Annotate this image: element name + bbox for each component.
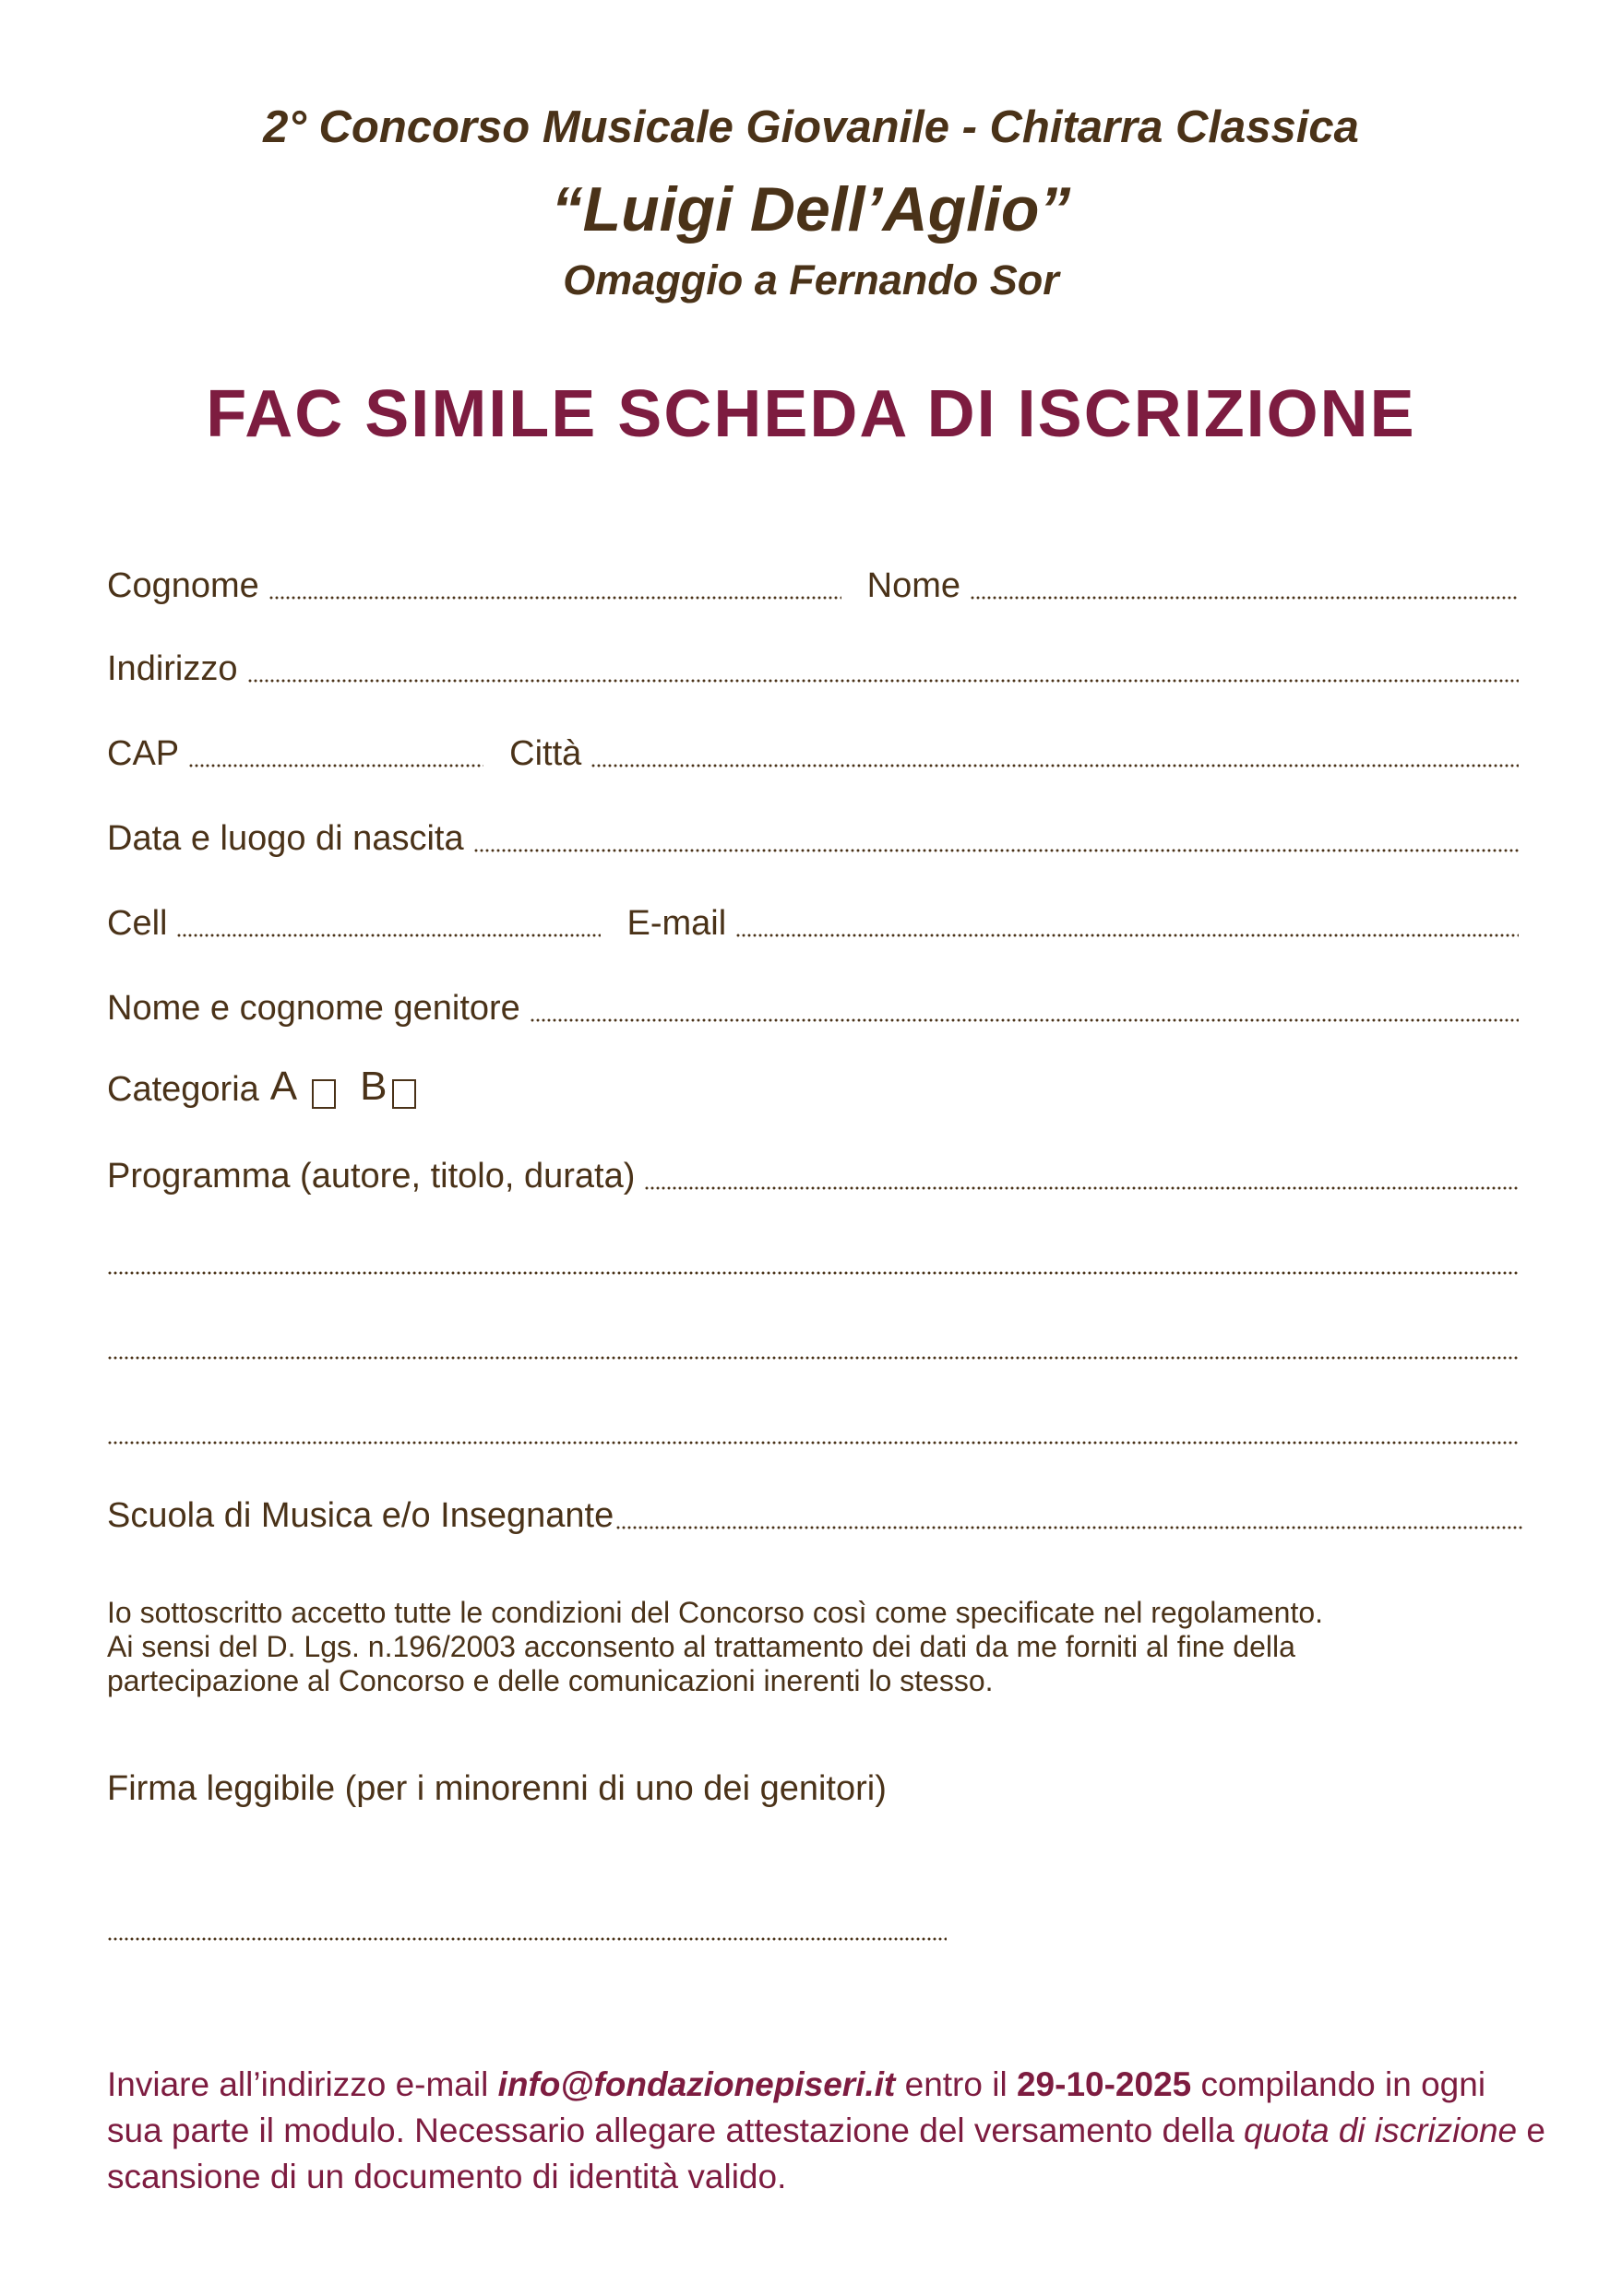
cell-label: Cell	[107, 904, 168, 943]
row-indirizzo	[107, 642, 1519, 688]
programma-line-4	[107, 1404, 1519, 1450]
indirizzo-field[interactable]	[247, 679, 1520, 683]
row-cognome-nome	[107, 559, 1519, 605]
consent-line-3: partecipazione al Concorso e delle comunicazioni inerenti lo stesso.	[107, 1664, 994, 1697]
submission-instructions	[107, 2062, 1546, 2200]
programma-label: Programma (autore, titolo, durata)	[107, 1157, 636, 1196]
genitore-field[interactable]	[530, 1018, 1519, 1022]
cognome-field[interactable]	[268, 596, 841, 600]
programma-field[interactable]	[644, 1186, 1519, 1190]
row-cell-email	[107, 897, 1519, 943]
row-programma	[107, 1149, 1519, 1196]
signature-label: Firma leggibile (per i minorenni di uno dei genitori)	[107, 1769, 887, 1808]
nascita-field[interactable]	[473, 849, 1519, 852]
email-label: E-mail	[626, 904, 727, 943]
row-nascita	[107, 812, 1519, 858]
nome-field[interactable]	[970, 596, 1519, 600]
indirizzo-label: Indirizzo	[107, 649, 238, 688]
programma-line-3	[107, 1319, 1519, 1365]
deadline-date: 29-10-2025	[1016, 2065, 1192, 2103]
form-title: FAC SIMILE SCHEDA DI ISCRIZIONE	[206, 377, 1416, 451]
scuola-field[interactable]	[615, 1526, 1522, 1529]
row-cap-citta	[107, 727, 1519, 773]
programma-field-2[interactable]	[107, 1271, 1519, 1275]
citta-label: Città	[509, 734, 582, 773]
row-genitore	[107, 981, 1519, 1028]
contest-name: “Luigi Dell’Aglio”	[551, 174, 1071, 244]
contest-subtitle: Omaggio a Fernando Sor	[563, 256, 1059, 303]
categoria-a-label: A	[269, 1064, 298, 1109]
cell-field[interactable]	[176, 934, 601, 937]
programma-field-3[interactable]	[107, 1356, 1519, 1360]
email-field[interactable]	[735, 934, 1519, 937]
categoria-label: Categoria	[107, 1070, 259, 1109]
nome-label: Nome	[866, 566, 960, 605]
nascita-label: Data e luogo di nascita	[107, 819, 464, 858]
categoria-b-label: B	[360, 1064, 388, 1109]
categoria-b-checkbox[interactable]	[392, 1079, 416, 1109]
scuola-label: Scuola di Musica e/o Insegnante	[107, 1496, 614, 1535]
programma-field-4[interactable]	[107, 1441, 1519, 1445]
citta-field[interactable]	[590, 764, 1519, 767]
categoria-a-checkbox[interactable]	[312, 1079, 336, 1109]
consent-line-2: Ai sensi del D. Lgs. n.196/2003 acconsento al trattamento dei dati da me forniti al fine della	[107, 1630, 1295, 1663]
programma-line-2	[107, 1234, 1519, 1280]
contact-email-link[interactable]: info@fondazionepiseri.it	[497, 2065, 896, 2103]
cap-field[interactable]	[188, 764, 483, 767]
cognome-label: Cognome	[107, 566, 259, 605]
consent-text	[107, 1596, 1546, 1698]
row-categoria	[107, 1063, 1519, 1109]
footer-text-4: e scansione di un documento di identità valido.	[107, 2112, 1545, 2195]
quota-text: quota di iscrizione	[1243, 2112, 1518, 2149]
contest-title: 2° Concorso Musicale Giovanile - Chitarra Classica	[263, 102, 1359, 152]
footer-text-1: Inviare all’indirizzo e-mail	[107, 2065, 498, 2103]
footer-text-2: entro il	[895, 2065, 1017, 2103]
row-scuola	[107, 1489, 1522, 1535]
genitore-label: Nome e cognome genitore	[107, 989, 520, 1028]
consent-line-1: Io sottoscritto accetto tutte le condizioni del Concorso così come specificate nel regolamento.	[107, 1596, 1324, 1629]
signature-field[interactable]	[107, 1937, 947, 1941]
footer-text-3: compilando in ogni sua parte il modulo. Necessario allegare attestazione del versamento della	[107, 2065, 1486, 2149]
cap-label: CAP	[107, 734, 180, 773]
